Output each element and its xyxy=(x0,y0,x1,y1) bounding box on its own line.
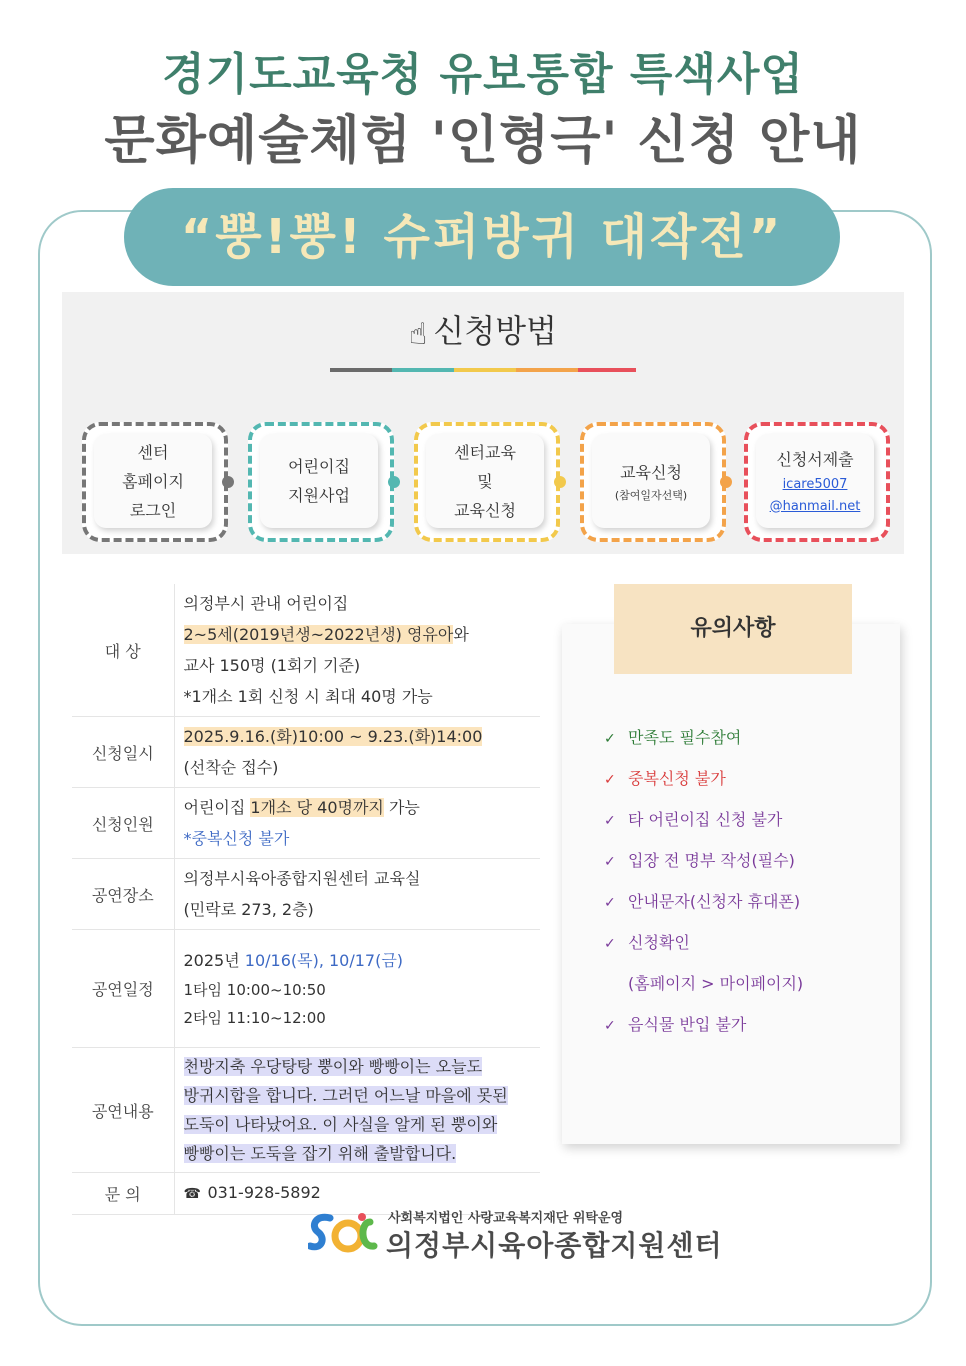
list-item xyxy=(604,806,803,847)
step-text: 센터 xyxy=(137,442,169,462)
step-education-apply xyxy=(580,422,726,542)
step-text: 로그인 xyxy=(129,500,177,520)
step-note: (참여일자선택) xyxy=(614,488,688,502)
people-highlight: 1개소 당 40명까지 xyxy=(250,798,384,817)
place-line: 의정부시육아종합지원센터 교육실 xyxy=(183,869,421,888)
contact-phone[interactable]: 031-928-5892 xyxy=(207,1183,321,1202)
list-item xyxy=(604,1011,803,1052)
heading-rule-3 xyxy=(454,368,516,372)
apply-heading-text: 신청방법 xyxy=(433,312,557,350)
note-text: 타 어린이집 신청 불가 xyxy=(628,810,783,829)
center-logo-icon xyxy=(308,1210,380,1256)
apply-method-panel xyxy=(62,292,904,554)
place-value xyxy=(174,859,540,930)
schedule-value xyxy=(174,930,540,1048)
step-text: 어린이집 xyxy=(288,457,350,476)
email-link-domain[interactable]: @hanmail.net xyxy=(769,498,861,514)
note-text: 중복신청 불가 xyxy=(628,769,726,788)
table-row xyxy=(72,1048,540,1173)
heading-rule-5 xyxy=(578,368,636,372)
content-line: 빵빵이는 도둑을 잡기 위해 출발합니다. xyxy=(183,1144,457,1163)
phone-icon: ☎ xyxy=(183,1186,201,1202)
table-row xyxy=(72,930,540,1048)
check-icon: ✓ xyxy=(604,813,616,829)
table-row xyxy=(72,717,540,788)
notes-title: 유의사항 xyxy=(614,584,852,674)
target-line: 와 xyxy=(453,625,469,644)
table-row xyxy=(72,859,540,930)
info-table xyxy=(72,584,540,1215)
target-label: 대 상 xyxy=(72,584,174,717)
note-text: 안내문자(신청자 휴대폰) xyxy=(628,892,801,911)
check-icon: ✓ xyxy=(604,854,616,870)
schedule-time-1: 1타임 10:00~10:50 xyxy=(183,981,326,999)
place-label: 공연장소 xyxy=(72,859,174,930)
check-icon: ✓ xyxy=(604,936,616,952)
place-address: (민락로 273, 2층) xyxy=(183,900,314,919)
contact-label: 문 의 xyxy=(72,1173,174,1215)
step-homepage-login xyxy=(82,422,228,542)
table-row xyxy=(72,584,540,717)
target-value xyxy=(174,584,540,717)
target-highlight: 2~5세(2019년생~2022년생) 영유아 xyxy=(183,625,454,644)
people-note: *중복신청 불가 xyxy=(183,829,290,848)
title-line2: 문화예술체험 '인형극' 신청 안내 xyxy=(104,111,862,171)
note-text: 만족도 필수참여 xyxy=(628,728,742,747)
apply-heading xyxy=(62,306,904,352)
step-support-project xyxy=(248,422,394,542)
people-value xyxy=(174,788,540,859)
people-text: 가능 xyxy=(383,798,420,817)
period-note: (선착순 접수) xyxy=(183,758,279,777)
event-title-banner: “뿡!뿡! 슈퍼방귀 대작전” xyxy=(124,188,840,286)
content-line: 도둑이 나타났어요. 이 사실을 알게 된 뿡이와 xyxy=(183,1115,498,1134)
people-label: 신청인원 xyxy=(72,788,174,859)
content-value xyxy=(174,1048,540,1173)
step-text: 지원사업 xyxy=(288,486,350,505)
heading-rule-4 xyxy=(516,368,578,372)
period-highlight: 2025.9.16.(화)10:00 ~ 9.23.(화)14:00 xyxy=(183,727,483,746)
schedule-year: 2025년 xyxy=(183,951,245,970)
heading-rule-1 xyxy=(330,368,392,372)
touch-hand-icon: ☝ xyxy=(409,317,428,352)
table-row xyxy=(72,788,540,859)
content-line: 천방지축 우당탕탕 뿡이와 빵빵이는 오늘도 xyxy=(183,1057,483,1076)
content-line: 방귀시합을 합니다. 그러던 어느날 마을에 못된 xyxy=(183,1086,508,1105)
step-text: 홈페이지 xyxy=(122,471,184,491)
period-label: 신청일시 xyxy=(72,717,174,788)
notes-list xyxy=(604,724,803,1052)
step-connector-dot xyxy=(554,476,566,488)
people-text: 어린이집 xyxy=(183,798,251,817)
step-connector-dot xyxy=(720,476,732,488)
check-icon: ✓ xyxy=(604,895,616,911)
step-submit-form xyxy=(744,422,890,542)
list-item xyxy=(604,929,803,970)
check-icon: ✓ xyxy=(604,1018,616,1034)
step-center-education xyxy=(414,422,560,542)
note-text: 입장 전 명부 작성(필수) xyxy=(628,851,795,870)
step-connector-dot xyxy=(222,476,234,488)
step-text: 센터교육 xyxy=(454,442,516,462)
schedule-dates: 10/16(목), 10/17(금) xyxy=(244,951,404,970)
footer-center-name: 의정부시육아종합지원센터 xyxy=(386,1229,723,1262)
step-text: 신청서제출 xyxy=(776,449,854,469)
step-text: 교육신청 xyxy=(620,462,682,482)
check-icon: ✓ xyxy=(604,772,616,788)
heading-rule-2 xyxy=(392,368,454,372)
note-text: (홈페이지 > 마이페이지) xyxy=(628,974,804,993)
step-text: 및 xyxy=(477,471,493,491)
note-text: 음식물 반입 불가 xyxy=(628,1015,747,1034)
list-item xyxy=(604,724,803,765)
title-line1: 경기도교육청 유보통합 특색사업 xyxy=(162,49,804,100)
content-label: 공연내용 xyxy=(72,1048,174,1173)
target-line: 교사 150명 (1회기 기준) xyxy=(183,656,361,675)
period-value xyxy=(174,717,540,788)
note-text: 신청확인 xyxy=(628,933,690,952)
step-text: 교육신청 xyxy=(454,500,516,520)
email-link-user[interactable]: icare5007 xyxy=(782,476,848,492)
footer-operator: 사회복지법인 사랑교육복지재단 위탁운영 xyxy=(388,1211,624,1226)
list-item xyxy=(604,847,803,888)
target-note: *1개소 1회 신청 시 최대 40명 가능 xyxy=(183,687,433,706)
schedule-time-2: 2타임 11:10~12:00 xyxy=(183,1009,326,1027)
target-line: 의정부시 관내 어린이집 xyxy=(183,594,349,613)
schedule-label: 공연일정 xyxy=(72,930,174,1048)
check-icon: ✓ xyxy=(604,731,616,747)
list-item xyxy=(604,765,803,806)
step-connector-dot xyxy=(388,476,400,488)
list-item xyxy=(604,888,803,929)
list-item xyxy=(604,970,803,1011)
